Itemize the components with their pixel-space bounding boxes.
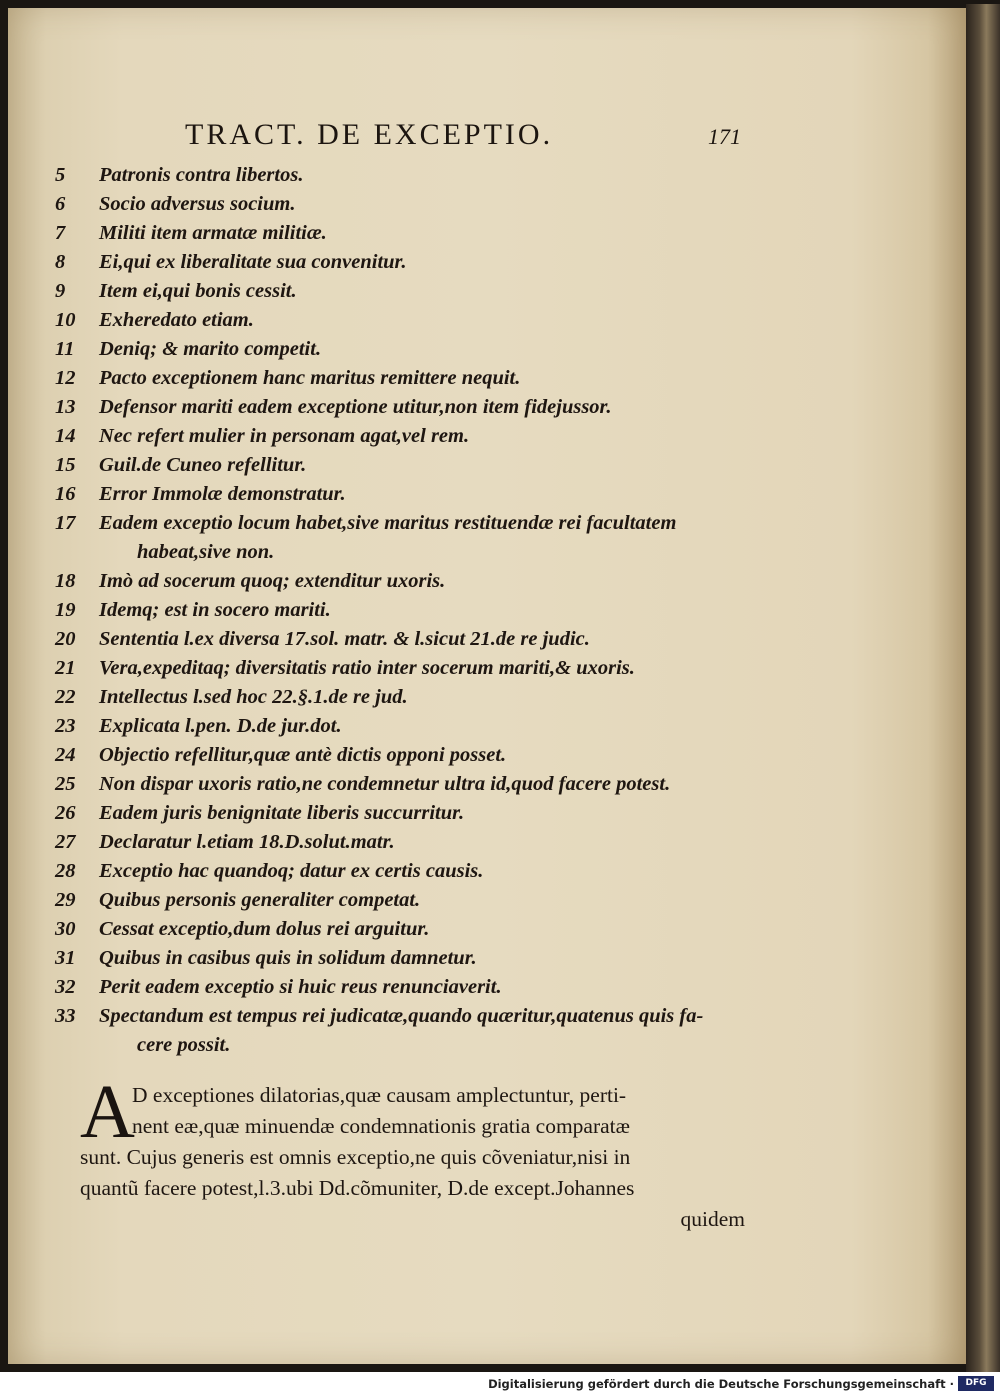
summary-item bbox=[55, 596, 755, 625]
item-text: Quibus personis generaliter competat. bbox=[99, 889, 421, 911]
summary-item bbox=[55, 625, 755, 654]
item-text: Cessat exceptio,dum dolus rei arguitur. bbox=[99, 918, 430, 940]
item-text: Item ei,qui bonis cessit. bbox=[99, 280, 297, 302]
catchword: quidem bbox=[680, 1207, 745, 1231]
item-text-continuation: cere possit. bbox=[137, 1034, 231, 1056]
summary-item bbox=[55, 1002, 755, 1060]
footer-bar bbox=[0, 1372, 1000, 1396]
item-text-line: Spectandum est tempus rei judicatæ,quando quæritur,quatenus quis fa- bbox=[99, 1005, 704, 1027]
item-number: 25 bbox=[55, 773, 76, 795]
summary-item bbox=[55, 567, 755, 596]
item-number: 30 bbox=[55, 918, 76, 940]
body-line: nent eæ,quæ minuendæ condemnationis gratia comparatæ bbox=[132, 1114, 630, 1138]
item-text-continuation: habeat,sive non. bbox=[137, 541, 275, 563]
item-number: 14 bbox=[55, 425, 76, 447]
item-text: Socio adversus socium. bbox=[99, 193, 296, 215]
summary-item bbox=[55, 219, 755, 248]
summary-item bbox=[55, 451, 755, 480]
book-edge bbox=[966, 4, 1000, 1372]
item-text: Intellectus l.sed hoc 22.§.1.de re jud. bbox=[99, 686, 408, 708]
item-text: Guil.de Cuneo refellitur. bbox=[99, 454, 307, 476]
item-text: Pacto exceptionem hanc maritus remittere nequit. bbox=[99, 367, 521, 389]
summary-item bbox=[55, 683, 755, 712]
item-number: 27 bbox=[55, 831, 76, 853]
item-number: 16 bbox=[55, 483, 76, 505]
summary-item bbox=[55, 857, 755, 886]
item-text: Exceptio hac quandoq; datur ex certis causis. bbox=[99, 860, 484, 882]
summary-item bbox=[55, 248, 755, 277]
item-text: Vera,expeditaq; diversitatis ratio inter socerum mariti,& uxoris. bbox=[99, 657, 635, 679]
summary-item bbox=[55, 335, 755, 364]
page-header bbox=[185, 118, 755, 158]
item-number: 6 bbox=[55, 193, 66, 215]
item-number: 8 bbox=[55, 251, 66, 273]
summary-item bbox=[55, 973, 755, 1002]
item-text: Militi item armatæ militiæ. bbox=[99, 222, 327, 244]
item-number: 9 bbox=[55, 280, 66, 302]
item-text: Exheredato etiam. bbox=[99, 309, 254, 331]
summary-list bbox=[55, 161, 755, 1060]
item-text: Declaratur l.etiam 18.D.solut.matr. bbox=[99, 831, 395, 853]
summary-item bbox=[55, 741, 755, 770]
item-number: 29 bbox=[55, 889, 76, 911]
item-number: 19 bbox=[55, 599, 76, 621]
summary-item bbox=[55, 364, 755, 393]
summary-item bbox=[55, 480, 755, 509]
item-number: 32 bbox=[55, 976, 76, 998]
summary-item bbox=[55, 509, 755, 567]
item-text: Non dispar uxoris ratio,ne condemnetur ultra id,quod facere potest. bbox=[99, 773, 671, 795]
funding-notice: Digitalisierung gefördert durch die Deutsche Forschungsgemeinschaft · bbox=[488, 1377, 954, 1391]
item-number: 28 bbox=[55, 860, 76, 882]
item-number: 13 bbox=[55, 396, 76, 418]
running-title: TRACT. DE EXCEPTIO. bbox=[185, 118, 554, 151]
body-line: quantũ facere potest,l.3.ubi Dd.cõmuniter, D.de except.Johannes bbox=[80, 1176, 635, 1200]
item-text: Eadem juris benignitate liberis succurritur. bbox=[99, 802, 465, 824]
item-number: 31 bbox=[55, 947, 76, 969]
item-number: 5 bbox=[55, 164, 66, 186]
summary-item bbox=[55, 770, 755, 799]
item-number: 12 bbox=[55, 367, 76, 389]
item-number: 21 bbox=[55, 657, 76, 679]
summary-item bbox=[55, 161, 755, 190]
item-text-line: Eadem exceptio locum habet,sive maritus restituendæ rei facultatem bbox=[99, 512, 677, 534]
item-text: Deniq; & marito competit. bbox=[99, 338, 322, 360]
body-line: D exceptiones dilatorias,quæ causam amplectuntur, perti- bbox=[132, 1083, 627, 1107]
summary-item bbox=[55, 799, 755, 828]
item-number: 33 bbox=[55, 1005, 76, 1027]
item-number: 20 bbox=[55, 628, 76, 650]
summary-item bbox=[55, 915, 755, 944]
item-number: 24 bbox=[55, 744, 76, 766]
summary-item bbox=[55, 654, 755, 683]
item-number: 11 bbox=[55, 338, 75, 360]
drop-cap-initial: A bbox=[80, 1070, 135, 1154]
item-text bbox=[99, 1002, 739, 1060]
summary-item bbox=[55, 886, 755, 915]
item-text: Defensor mariti eadem exceptione utitur,non item fidejussor. bbox=[99, 396, 612, 418]
item-text: Objectio refellitur,quæ antè dictis opponi posset. bbox=[99, 744, 507, 766]
body-paragraph bbox=[80, 1070, 745, 1235]
item-number: 17 bbox=[55, 512, 76, 534]
item-text: Imò ad socerum quoq; extenditur uxoris. bbox=[99, 570, 446, 592]
summary-item bbox=[55, 422, 755, 451]
item-text: Ei,qui ex liberalitate sua convenitur. bbox=[99, 251, 407, 273]
item-text: Patronis contra libertos. bbox=[99, 164, 304, 186]
summary-item bbox=[55, 393, 755, 422]
item-text: Explicata l.pen. D.de jur.dot. bbox=[99, 715, 342, 737]
item-text: Quibus in casibus quis in solidum damnetur. bbox=[99, 947, 477, 969]
item-number: 18 bbox=[55, 570, 76, 592]
page-number: 171 bbox=[708, 124, 741, 149]
summary-item bbox=[55, 306, 755, 335]
item-number: 26 bbox=[55, 802, 76, 824]
item-text: Idemq; est in socero mariti. bbox=[99, 599, 331, 621]
summary-item bbox=[55, 190, 755, 219]
body-line: sunt. Cujus generis est omnis exceptio,ne quis cõveniatur,nisi in bbox=[80, 1145, 631, 1169]
item-number: 7 bbox=[55, 222, 66, 244]
summary-item bbox=[55, 944, 755, 973]
dfg-logo-icon[interactable]: DFG bbox=[958, 1376, 994, 1391]
item-number: 10 bbox=[55, 309, 76, 331]
item-text: Error Immolæ demonstratur. bbox=[99, 483, 346, 505]
item-number: 23 bbox=[55, 715, 76, 737]
item-text bbox=[99, 509, 739, 567]
summary-item bbox=[55, 828, 755, 857]
item-number: 15 bbox=[55, 454, 76, 476]
summary-item bbox=[55, 712, 755, 741]
item-text: Nec refert mulier in personam agat,vel rem. bbox=[99, 425, 470, 447]
item-number: 22 bbox=[55, 686, 76, 708]
summary-item bbox=[55, 277, 755, 306]
item-text: Perit eadem exceptio si huic reus renunciaverit. bbox=[99, 976, 502, 998]
item-text: Sententia l.ex diversa 17.sol. matr. & l.sicut 21.de re judic. bbox=[99, 628, 590, 650]
